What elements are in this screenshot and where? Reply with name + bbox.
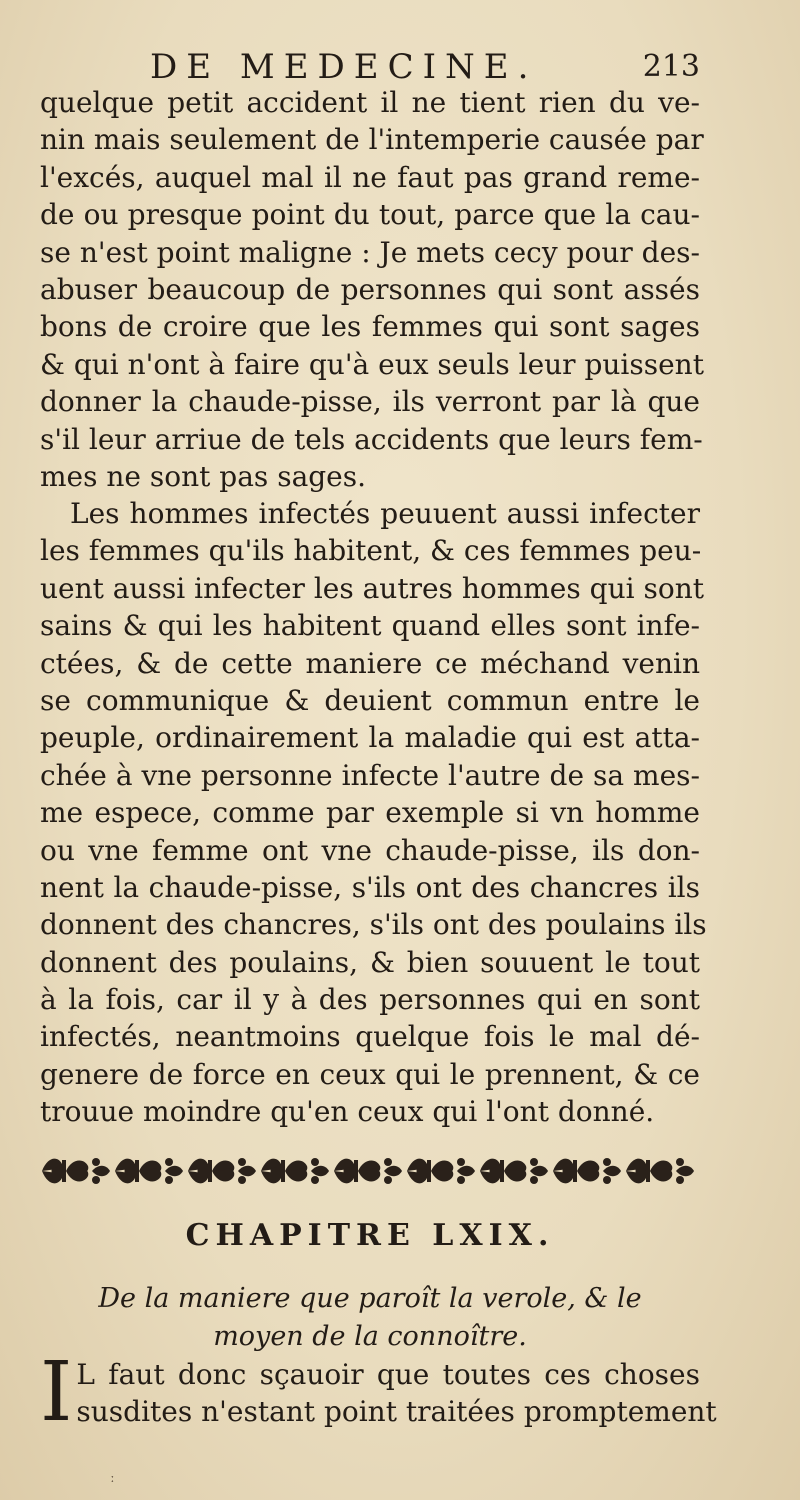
paragraph-contagion (40, 495, 707, 1131)
text-line: l'excés, auquel mal il ne faut pas grand reme- (40, 160, 700, 194)
drop-cap: I (40, 1345, 73, 1440)
text-line: sains & qui les habitent quand elles sont infe- (40, 609, 700, 643)
signature-mark: ː (110, 1470, 115, 1486)
printers-ornament-band (40, 1150, 702, 1192)
text-line: donner la chaude-pisse, ils verront par là que (40, 385, 700, 419)
text-line: nent la chaude-pisse, s'ils ont des chancres ils (40, 870, 700, 904)
text-line: donnent des poulains, & bien souuent le tout (40, 945, 700, 979)
text-line: abuser beaucoup de personnes qui sont assés (40, 272, 700, 306)
text-line: peuple, ordinairement la maladie qui est atta- (40, 721, 700, 755)
text-line: & qui n'ont à faire qu'à eux seuls leur puissent (40, 347, 704, 381)
text-line: à la fois, car il y à des personnes qui en sont (40, 983, 700, 1017)
text-line: nin mais seulement de l'intemperie causée par (40, 123, 704, 157)
text-line: genere de force en ceux qui le prennent, & ce (40, 1057, 700, 1091)
text-line: donnent des chancres, s'ils ont des poulains ils (40, 908, 707, 942)
text-line: ctées, & de cette maniere ce méchand venin (40, 646, 700, 680)
text-line: s'il leur arriue de tels accidents que leurs fem- (40, 422, 703, 456)
text-line: bons de croire que les femmes qui sont sages (40, 310, 700, 344)
chapter-title: CHAPITRE LXIX. (185, 1218, 555, 1253)
text-line: me espece, comme par exemple si vn homme (40, 796, 700, 830)
text-line: les femmes qu'ils habitent, & ces femmes peu- (40, 534, 702, 568)
text-line: susdites n'estant point traitées promptement (76, 1395, 717, 1428)
text-line: de ou presque point du tout, parce que la cau- (40, 198, 700, 232)
text-line: se communique & deuient commun entre le (40, 683, 700, 717)
text-line: uent aussi infecter les autres hommes qui sont (40, 571, 704, 605)
text-line: trouue moindre qu'en ceux qui l'ont donné. (40, 1095, 655, 1129)
text-line: mes ne sont pas sages. (40, 459, 367, 493)
text-line: se n'est point maligne : Je mets cecy pour des- (40, 235, 700, 269)
chapter-subtitle (40, 1280, 700, 1356)
chapter-subtitle-line: moyen de la connoître. (213, 1321, 527, 1352)
chapter-opening-paragraph (40, 1345, 717, 1440)
text-line: quelque petit accident il ne tient rien du ve- (40, 86, 700, 119)
text-line: infectés, neantmoins quelque fois le mal dé- (40, 1020, 700, 1054)
paragraph-continuation (40, 84, 704, 495)
text-line: Les hommes infectés peuuent aussi infecter (70, 497, 700, 530)
page-number: 213 (642, 49, 700, 84)
running-head: DE MEDECINE. (150, 47, 538, 87)
chapter-subtitle-line: De la maniere que paroît la verole, & le (98, 1283, 642, 1314)
text-line: ou vne femme ont vne chaude-pisse, ils don- (40, 833, 700, 867)
text-line: chée à vne personne infecte l'autre de sa mes- (40, 758, 700, 792)
text-line: L faut donc sçauoir que toutes ces choses (76, 1358, 700, 1391)
